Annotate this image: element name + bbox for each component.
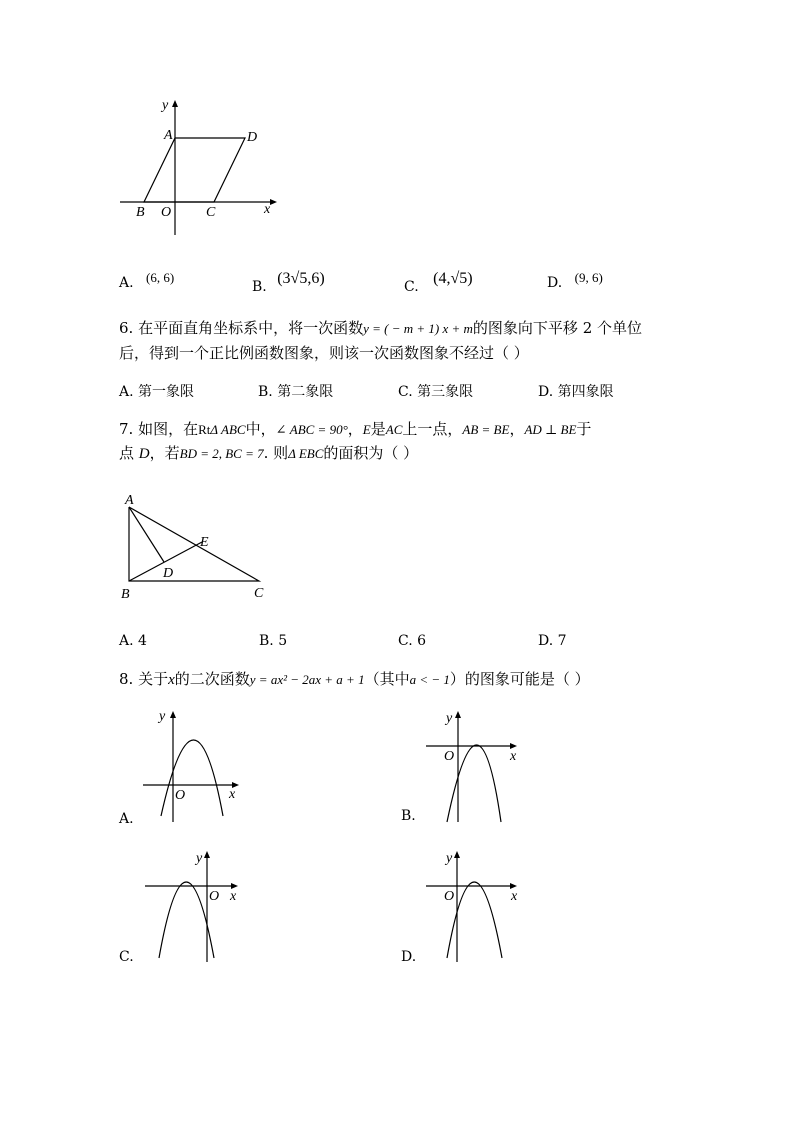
- label-x: x: [511, 889, 518, 904]
- parabola: [447, 745, 501, 822]
- q5-option-b[interactable]: [252, 270, 325, 298]
- label-e: E: [200, 535, 209, 550]
- y-axis-arrow: [454, 851, 460, 858]
- q7-text: ，: [509, 420, 525, 438]
- option-text: 4: [138, 633, 147, 649]
- q8-option-c-letter[interactable]: C.: [119, 949, 134, 965]
- option-text: 7: [557, 633, 567, 649]
- q6-option-c[interactable]: [398, 381, 473, 403]
- q6-text: 的图象向下平移 2 个单位: [472, 319, 643, 337]
- q7-point-e: E: [362, 422, 371, 437]
- q7-point-d: D: [138, 446, 150, 462]
- label-x: x: [229, 787, 236, 802]
- q7-triangle: Δ ABC: [210, 422, 246, 437]
- q7-rt: Rt: [198, 422, 211, 437]
- option-letter: C.: [398, 384, 413, 400]
- q7-text: ，: [347, 420, 363, 438]
- q7-text: 中，: [245, 420, 276, 438]
- label-o: O: [444, 889, 455, 904]
- q7-segment-ac: AC: [385, 422, 403, 437]
- option-letter: D.: [538, 633, 554, 649]
- option-value: (4,√5): [433, 270, 473, 287]
- label-o: O: [161, 205, 172, 220]
- q7-text: 的面积为（ ）: [323, 444, 419, 462]
- label-y: y: [159, 709, 166, 724]
- q8-graph-d[interactable]: [420, 848, 530, 966]
- label-y: y: [446, 851, 453, 866]
- q8-text: 8. 关于: [119, 670, 169, 688]
- option-text: 第四象限: [557, 384, 614, 400]
- q6-text: 6. 在平面直角坐标系中，将一次函数: [119, 319, 364, 337]
- q8-x: x: [168, 672, 175, 688]
- label-b: B: [121, 587, 130, 602]
- q8-graph-b[interactable]: [420, 706, 530, 826]
- label-d: D: [163, 566, 174, 581]
- label-b: B: [136, 205, 145, 220]
- label-d: D: [247, 130, 258, 145]
- label-y: y: [446, 711, 453, 726]
- triangle-abc: [129, 507, 259, 581]
- option-value: (6, 6): [146, 270, 175, 285]
- q5-option-c[interactable]: [404, 270, 473, 298]
- q7-text: ，若: [149, 444, 180, 462]
- q7-line-2: [119, 442, 418, 465]
- option-value: (3√5,6): [277, 270, 325, 287]
- q8-condition: a < − 1: [409, 672, 450, 687]
- q7-text: 7. 如图，在: [119, 420, 199, 438]
- q7-option-a[interactable]: [119, 630, 147, 652]
- q7-equal: AB = BE: [462, 422, 510, 437]
- parabola: [447, 882, 502, 958]
- option-letter: C.: [404, 279, 419, 295]
- option-text: 5: [278, 633, 288, 649]
- label-o: O: [444, 749, 455, 764]
- option-letter: A.: [119, 275, 134, 291]
- option-text: 6: [417, 633, 427, 649]
- label-a: A: [125, 493, 134, 508]
- q7-text: 点: [119, 444, 139, 462]
- option-letter: A.: [119, 633, 134, 649]
- label-y: y: [196, 851, 203, 866]
- option-letter: A.: [119, 384, 134, 400]
- y-axis-arrow: [204, 851, 210, 858]
- q6-line-2: [119, 342, 529, 364]
- label-o: O: [209, 889, 220, 904]
- segment-ad: [129, 507, 164, 562]
- q8-formula: y = ax² − 2ax + a + 1: [249, 672, 365, 687]
- option-letter: D.: [538, 384, 554, 400]
- x-axis-arrow: [270, 199, 277, 205]
- q8-option-b-letter[interactable]: B.: [401, 808, 416, 824]
- q8-line: [119, 668, 590, 691]
- q7-option-d[interactable]: [538, 630, 567, 652]
- parallelogram-abcd: [144, 138, 245, 202]
- option-letter: C.: [398, 633, 413, 649]
- q7-line-1: [119, 418, 591, 441]
- q7-text: . 则: [263, 444, 289, 462]
- q6-text: 后，得到一个正比例函数图象，则该一次函数图象不经过（ ）: [119, 344, 529, 362]
- label-c: C: [206, 205, 216, 220]
- q7-figure: [115, 488, 275, 603]
- label-a: A: [164, 128, 173, 143]
- y-axis-arrow: [172, 100, 178, 107]
- q7-condition: BD = 2, BC = 7: [179, 446, 264, 461]
- option-text: 第一象限: [138, 384, 195, 400]
- q8-option-a-letter[interactable]: A.: [119, 811, 134, 827]
- label-y: y: [162, 98, 169, 113]
- q8-graph-a[interactable]: [135, 706, 250, 826]
- option-text: 第二象限: [277, 384, 334, 400]
- option-letter: B.: [252, 279, 267, 295]
- q8-text: 的二次函数: [174, 670, 250, 688]
- q6-option-b[interactable]: [258, 381, 333, 403]
- q6-formula: y = ( − m + 1) x + m: [363, 321, 473, 336]
- q8-option-d-letter[interactable]: D.: [401, 949, 417, 965]
- parabola: [159, 882, 214, 958]
- option-letter: D.: [547, 275, 563, 291]
- q7-option-b[interactable]: [259, 630, 287, 652]
- option-letter: B.: [258, 384, 273, 400]
- q8-graph-c[interactable]: [140, 848, 250, 966]
- parabola: [161, 740, 223, 816]
- q7-option-c[interactable]: [398, 630, 426, 652]
- q5-figure: [110, 95, 290, 240]
- q7-perp: AD ⊥ BE: [524, 422, 577, 437]
- q7-text: 是: [370, 420, 386, 438]
- q6-line-1: [119, 317, 642, 340]
- label-o: O: [175, 788, 186, 803]
- q8-text: ）的图象可能是（ ）: [449, 670, 590, 688]
- q6-option-a[interactable]: [119, 381, 194, 403]
- q8-text: （其中: [364, 670, 410, 688]
- label-x: x: [264, 202, 271, 217]
- q6-option-d[interactable]: [538, 381, 614, 403]
- q7-text: 于: [576, 420, 592, 438]
- y-axis-arrow: [170, 711, 176, 718]
- q5-option-d[interactable]: [547, 272, 603, 294]
- label-c: C: [254, 586, 264, 601]
- q5-option-a[interactable]: [119, 272, 174, 294]
- option-letter: B.: [259, 633, 274, 649]
- option-value: (9, 6): [574, 270, 603, 285]
- q7-triangle-ebc: Δ EBC: [288, 446, 324, 461]
- label-x: x: [510, 749, 517, 764]
- label-x: x: [230, 889, 237, 904]
- y-axis-arrow: [455, 711, 461, 718]
- q7-text: 上一点，: [402, 420, 463, 438]
- option-text: 第三象限: [417, 384, 474, 400]
- q7-angle: ∠ ABC = 90°: [275, 422, 348, 437]
